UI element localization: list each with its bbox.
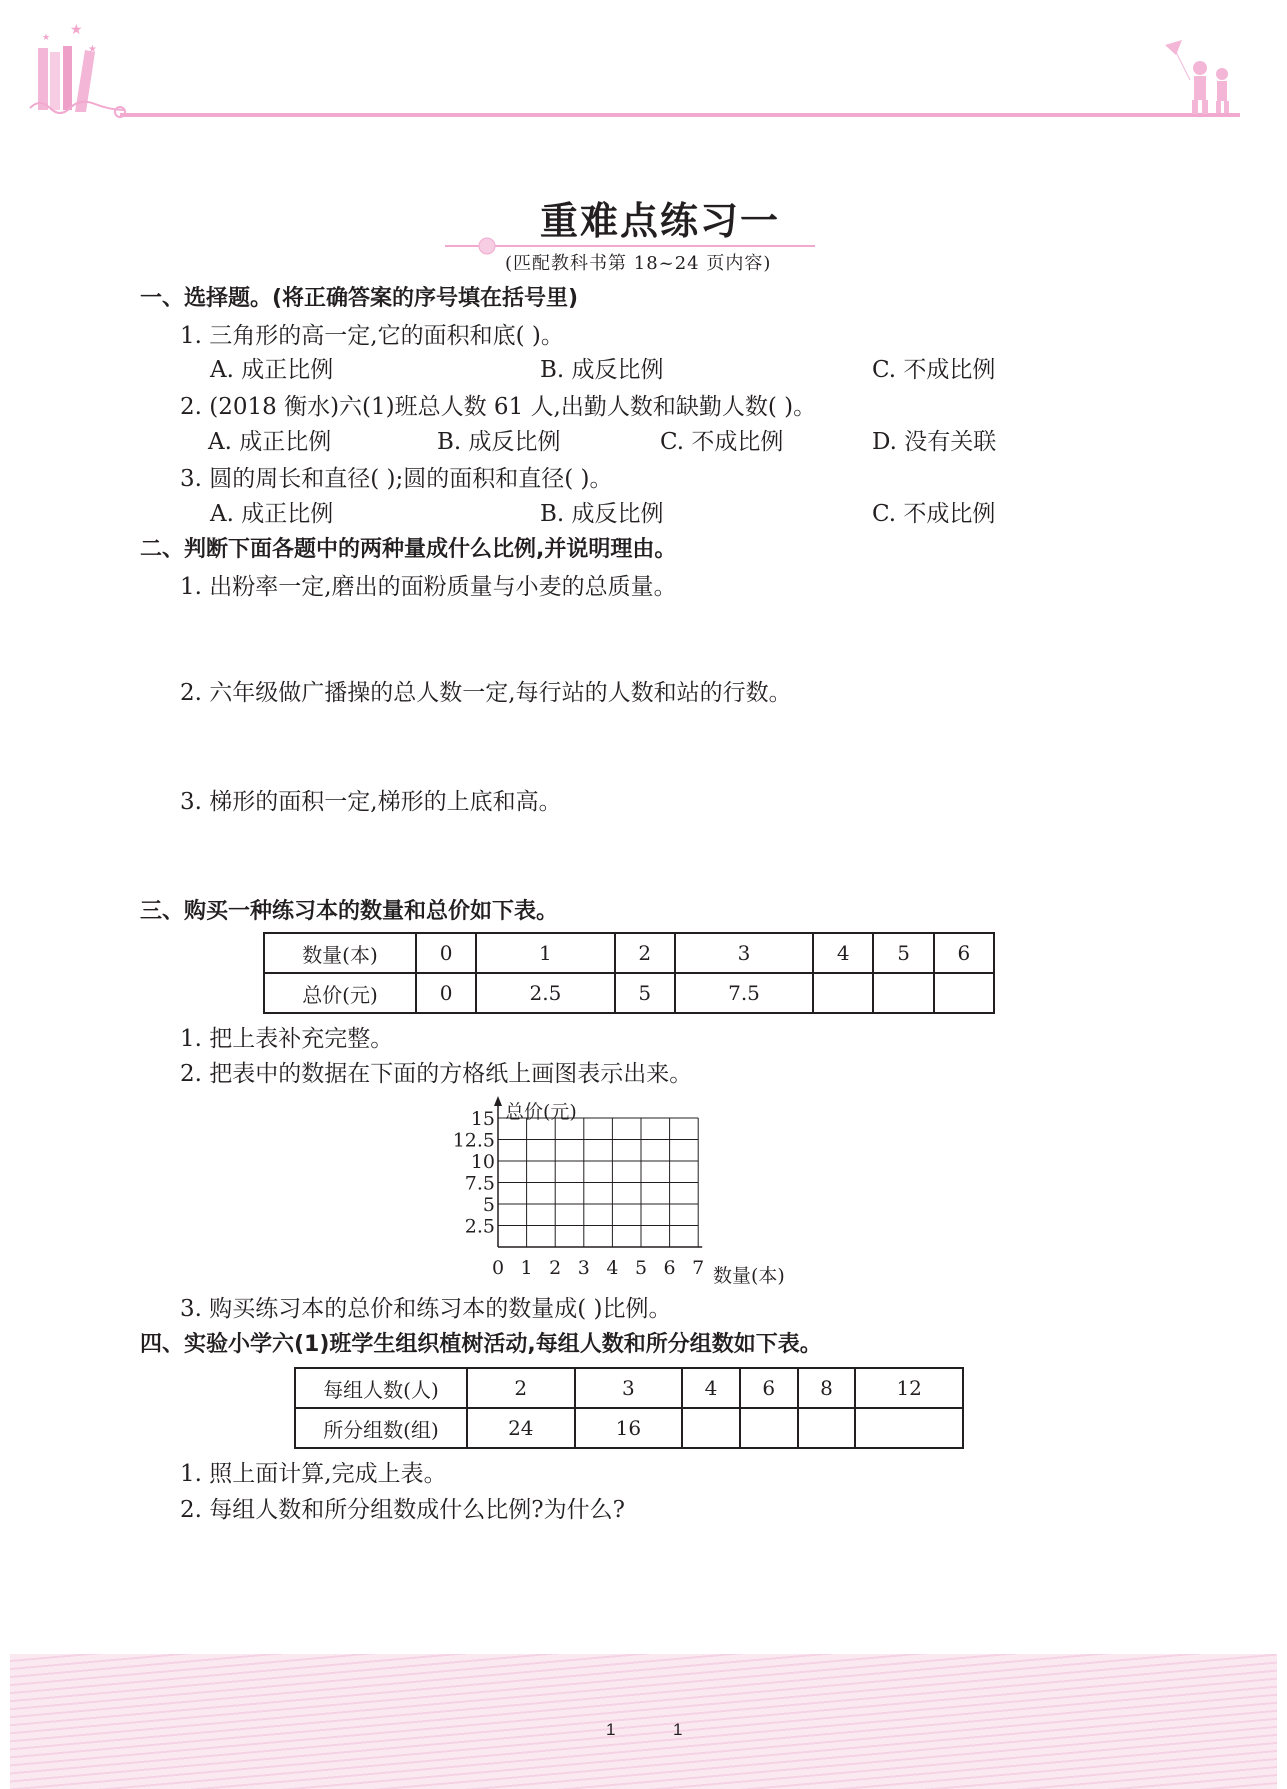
table-cell: 1 — [476, 933, 614, 973]
chart-x-title: 数量(本) — [713, 1265, 785, 1287]
page-title: 重难点练习一 — [540, 198, 781, 243]
table-cell: 总价(元) — [264, 973, 416, 1013]
table-cell: 16 — [575, 1408, 683, 1448]
x-tick-label: 2 — [549, 1257, 562, 1279]
table-cell: 12 — [855, 1368, 963, 1408]
table-cell — [934, 973, 994, 1013]
s3-item-2: 2. 把表中的数据在下面的方格纸上画图表示出来。 — [180, 1061, 693, 1087]
grid-chart — [440, 1090, 820, 1290]
s1-q2-text: 2. (2018 衡水)六(1)班总人数 61 人,出勤人数和缺勤人数( )。 — [180, 394, 817, 420]
kids-kite-icon — [1165, 40, 1229, 114]
table-cell: 7.5 — [675, 973, 813, 1013]
table-cell: 24 — [467, 1408, 575, 1448]
table-row — [264, 973, 994, 1013]
s1-q1-option-c: C. 不成比例 — [872, 357, 996, 383]
page-subtitle: (匹配教科书第 18~24 页内容) — [505, 253, 772, 274]
section2-heading: 二、判断下面各题中的两种量成什么比例,并说明理由。 — [140, 537, 677, 562]
page-number-right: 1 — [673, 1720, 683, 1739]
section3-heading: 三、购买一种练习本的数量和总价如下表。 — [140, 899, 559, 924]
s1-q3-text: 3. 圆的周长和直径( );圆的面积和直径( )。 — [180, 466, 613, 492]
s4-item-2: 2. 每组人数和所分组数成什么比例?为什么? — [180, 1497, 625, 1523]
s1-q1-option-a: A. 成正比例 — [210, 357, 334, 383]
svg-text:★: ★ — [42, 33, 51, 43]
table-cell: 3 — [675, 933, 813, 973]
svg-text:★: ★ — [70, 22, 83, 38]
y-tick-label: 12.5 — [452, 1129, 495, 1152]
table-cell: 4 — [682, 1368, 740, 1408]
tree-planting-table — [294, 1367, 964, 1449]
y-tick-label: 5 — [482, 1194, 495, 1216]
table-cell — [798, 1408, 856, 1448]
table-cell: 4 — [813, 933, 873, 973]
s2-item-3: 3. 梯形的面积一定,梯形的上底和高。 — [180, 789, 562, 815]
table-cell — [873, 973, 933, 1013]
s1-q1-text: 1. 三角形的高一定,它的面积和底( )。 — [180, 323, 564, 349]
notebook-price-table — [263, 932, 995, 1014]
s1-q2-option-d: D. 没有关联 — [872, 429, 997, 455]
table-cell: 5 — [873, 933, 933, 973]
s2-item-2: 2. 六年级做广播操的总人数一定,每行站的人数和站的行数。 — [180, 680, 792, 706]
page-number-left: 1 — [606, 1720, 616, 1739]
s3-item-1: 1. 把上表补充完整。 — [180, 1026, 394, 1052]
table-cell: 5 — [615, 973, 675, 1013]
table-cell: 3 — [575, 1368, 683, 1408]
section4-heading: 四、实验小学六(1)班学生组织植树活动,每组人数和所分组数如下表。 — [140, 1332, 822, 1357]
s2-item-1: 1. 出粉率一定,磨出的面粉质量与小麦的总质量。 — [180, 574, 677, 600]
table-cell: 6 — [740, 1368, 798, 1408]
x-tick-label: 4 — [606, 1257, 619, 1279]
s1-q1-option-b: B. 成反比例 — [540, 357, 664, 383]
table-row — [295, 1368, 963, 1408]
s3-q3-text: 3. 购买练习本的总价和练习本的数量成( )比例。 — [180, 1296, 672, 1322]
s1-q3-option-b: B. 成反比例 — [540, 501, 664, 527]
s1-q2-option-a: A. 成正比例 — [208, 429, 332, 455]
y-tick-label: 7.5 — [464, 1172, 495, 1195]
table-cell: 所分组数(组) — [295, 1408, 467, 1448]
y-tick-label: 2.5 — [464, 1215, 495, 1238]
table-cell: 2.5 — [476, 973, 614, 1013]
header-decoration — [0, 0, 1287, 130]
x-tick-label: 0 — [491, 1257, 505, 1279]
s1-q2-option-b: B. 成反比例 — [437, 429, 561, 455]
x-tick-label: 1 — [520, 1257, 533, 1279]
section1-heading: 一、选择题。(将正确答案的序号填在括号里) — [140, 286, 579, 311]
table-row — [264, 933, 994, 973]
table-cell: 0 — [416, 973, 476, 1013]
table-cell — [813, 973, 873, 1013]
table-cell: 2 — [467, 1368, 575, 1408]
books-logo-icon — [30, 22, 125, 117]
x-tick-label: 6 — [663, 1257, 676, 1279]
table-cell: 2 — [615, 933, 675, 973]
table-cell: 数量(本) — [264, 933, 416, 973]
table-row — [295, 1408, 963, 1448]
table-cell — [855, 1408, 963, 1448]
table-cell — [682, 1408, 740, 1448]
s1-q3-option-c: C. 不成比例 — [872, 501, 996, 527]
table-cell — [740, 1408, 798, 1448]
y-tick-label: 10 — [470, 1151, 495, 1173]
svg-text:★: ★ — [88, 44, 97, 55]
footer-band — [10, 1654, 1277, 1789]
x-tick-label: 7 — [692, 1257, 705, 1279]
x-tick-label: 5 — [634, 1257, 648, 1279]
x-tick-label: 3 — [577, 1257, 590, 1279]
table-cell: 每组人数(人) — [295, 1368, 467, 1408]
y-axis-arrow-icon — [494, 1096, 502, 1106]
chart-y-title: 总价(元) — [505, 1101, 577, 1123]
y-tick-label: 15 — [470, 1108, 495, 1130]
table-cell: 0 — [416, 933, 476, 973]
s1-q2-option-c: C. 不成比例 — [660, 429, 784, 455]
table-cell: 8 — [798, 1368, 856, 1408]
s4-item-1: 1. 照上面计算,完成上表。 — [180, 1461, 447, 1487]
s1-q3-option-a: A. 成正比例 — [210, 501, 334, 527]
table-cell: 6 — [934, 933, 994, 973]
